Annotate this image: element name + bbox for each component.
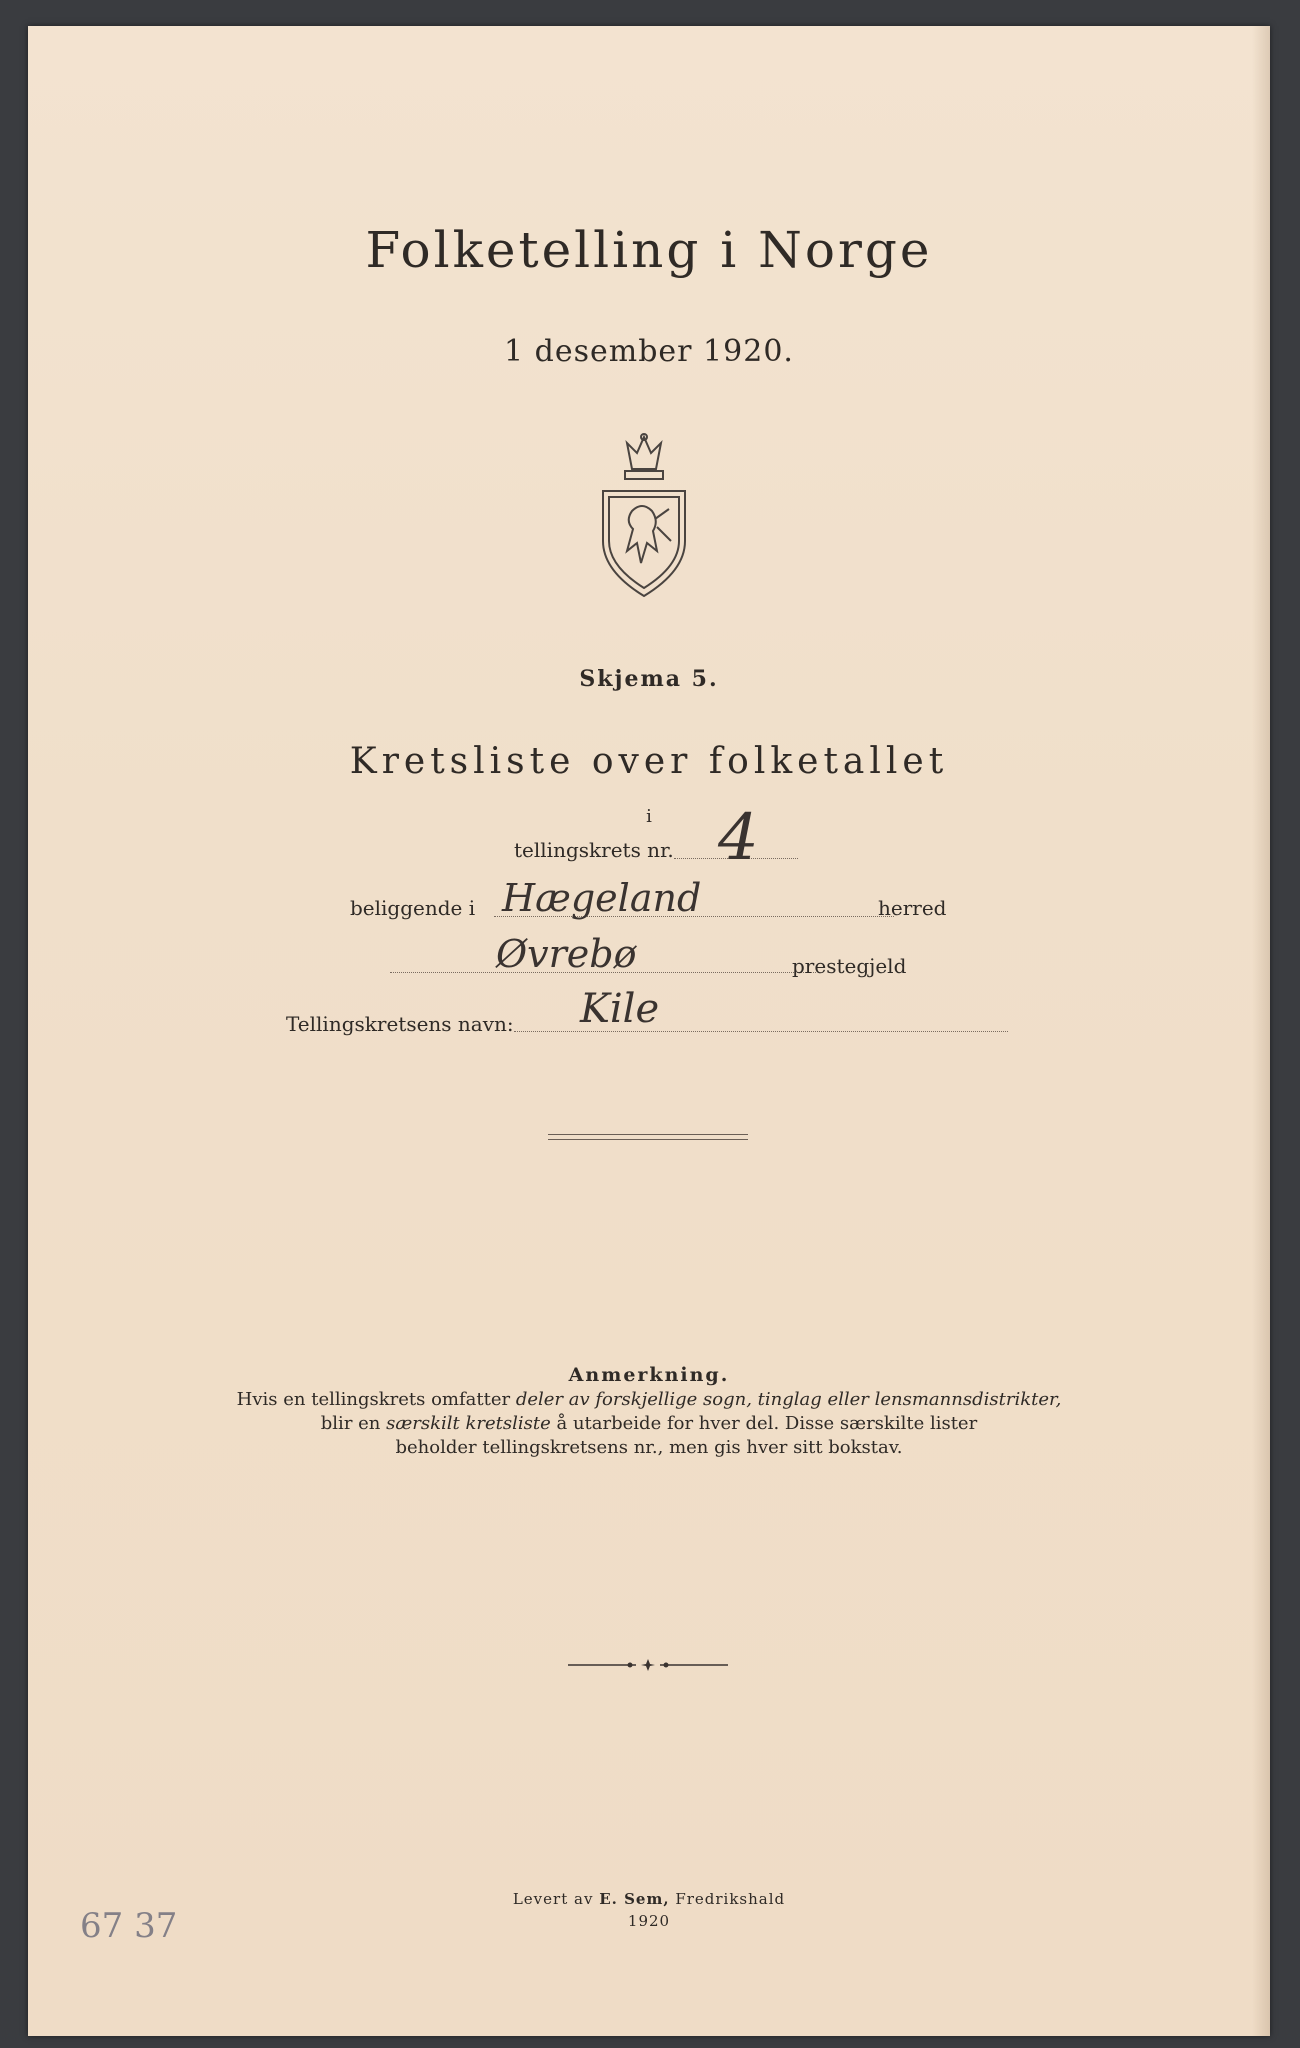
document-title: Folketelling i Norge [365, 221, 933, 279]
note-line-2 [28, 1412, 1270, 1436]
note-heading: Anmerkning. [568, 1364, 730, 1386]
note-line-2-text: blir en [320, 1413, 387, 1434]
printer-city: Fredrikshald [669, 1890, 786, 1908]
norway-coat-of-arms-icon [597, 431, 691, 599]
beliggende-label: beliggende i [350, 896, 476, 920]
list-heading: Kretsliste over folketallet [349, 741, 949, 782]
census-form-page [28, 26, 1270, 2036]
schema-number: Skjema 5. [579, 666, 719, 692]
tellingskrets-label: tellingskrets nr. [514, 838, 674, 862]
printer-name: E. Sem, [599, 1890, 670, 1908]
note-text [28, 1388, 1270, 1460]
navn-value: Kile [580, 986, 660, 1032]
section-divider [548, 1134, 748, 1140]
note-line-3: beholder tellingskretsens nr., men gis hver sitt bokstav. [395, 1437, 903, 1458]
printer-line-1 [28, 1888, 1270, 1910]
note-line-2-italic: særskilt kretsliste [386, 1413, 551, 1434]
printer-year: 1920 [627, 1912, 671, 1930]
ornament-divider-icon [568, 1659, 728, 1671]
tellingskrets-value: 4 [718, 801, 759, 875]
note-line-1 [28, 1388, 1270, 1412]
prestegjeld-value: Øvrebø [496, 932, 637, 976]
note-line-1-italic: deler av forskjellige sogn, tinglag eller lensmannsdistrikter, [515, 1389, 1062, 1410]
preposition-text: i [646, 806, 652, 827]
census-date: 1 desember 1920. [504, 334, 794, 369]
note-line-1-text: Hvis en tellingskrets omfatter [236, 1389, 516, 1410]
printer-prefix: Levert av [512, 1890, 600, 1908]
navn-label: Tellingskretsens navn: [286, 1012, 514, 1036]
printer-credit [28, 1888, 1270, 1932]
note-line-2-tail: å utarbeide for hver del. Disse særskilte lister [550, 1413, 978, 1434]
herred-label: herred [878, 896, 947, 920]
margin-note: 67 37 [80, 1906, 178, 1946]
herred-value: Hægeland [502, 876, 702, 920]
prestegjeld-label: prestegjeld [792, 954, 907, 978]
